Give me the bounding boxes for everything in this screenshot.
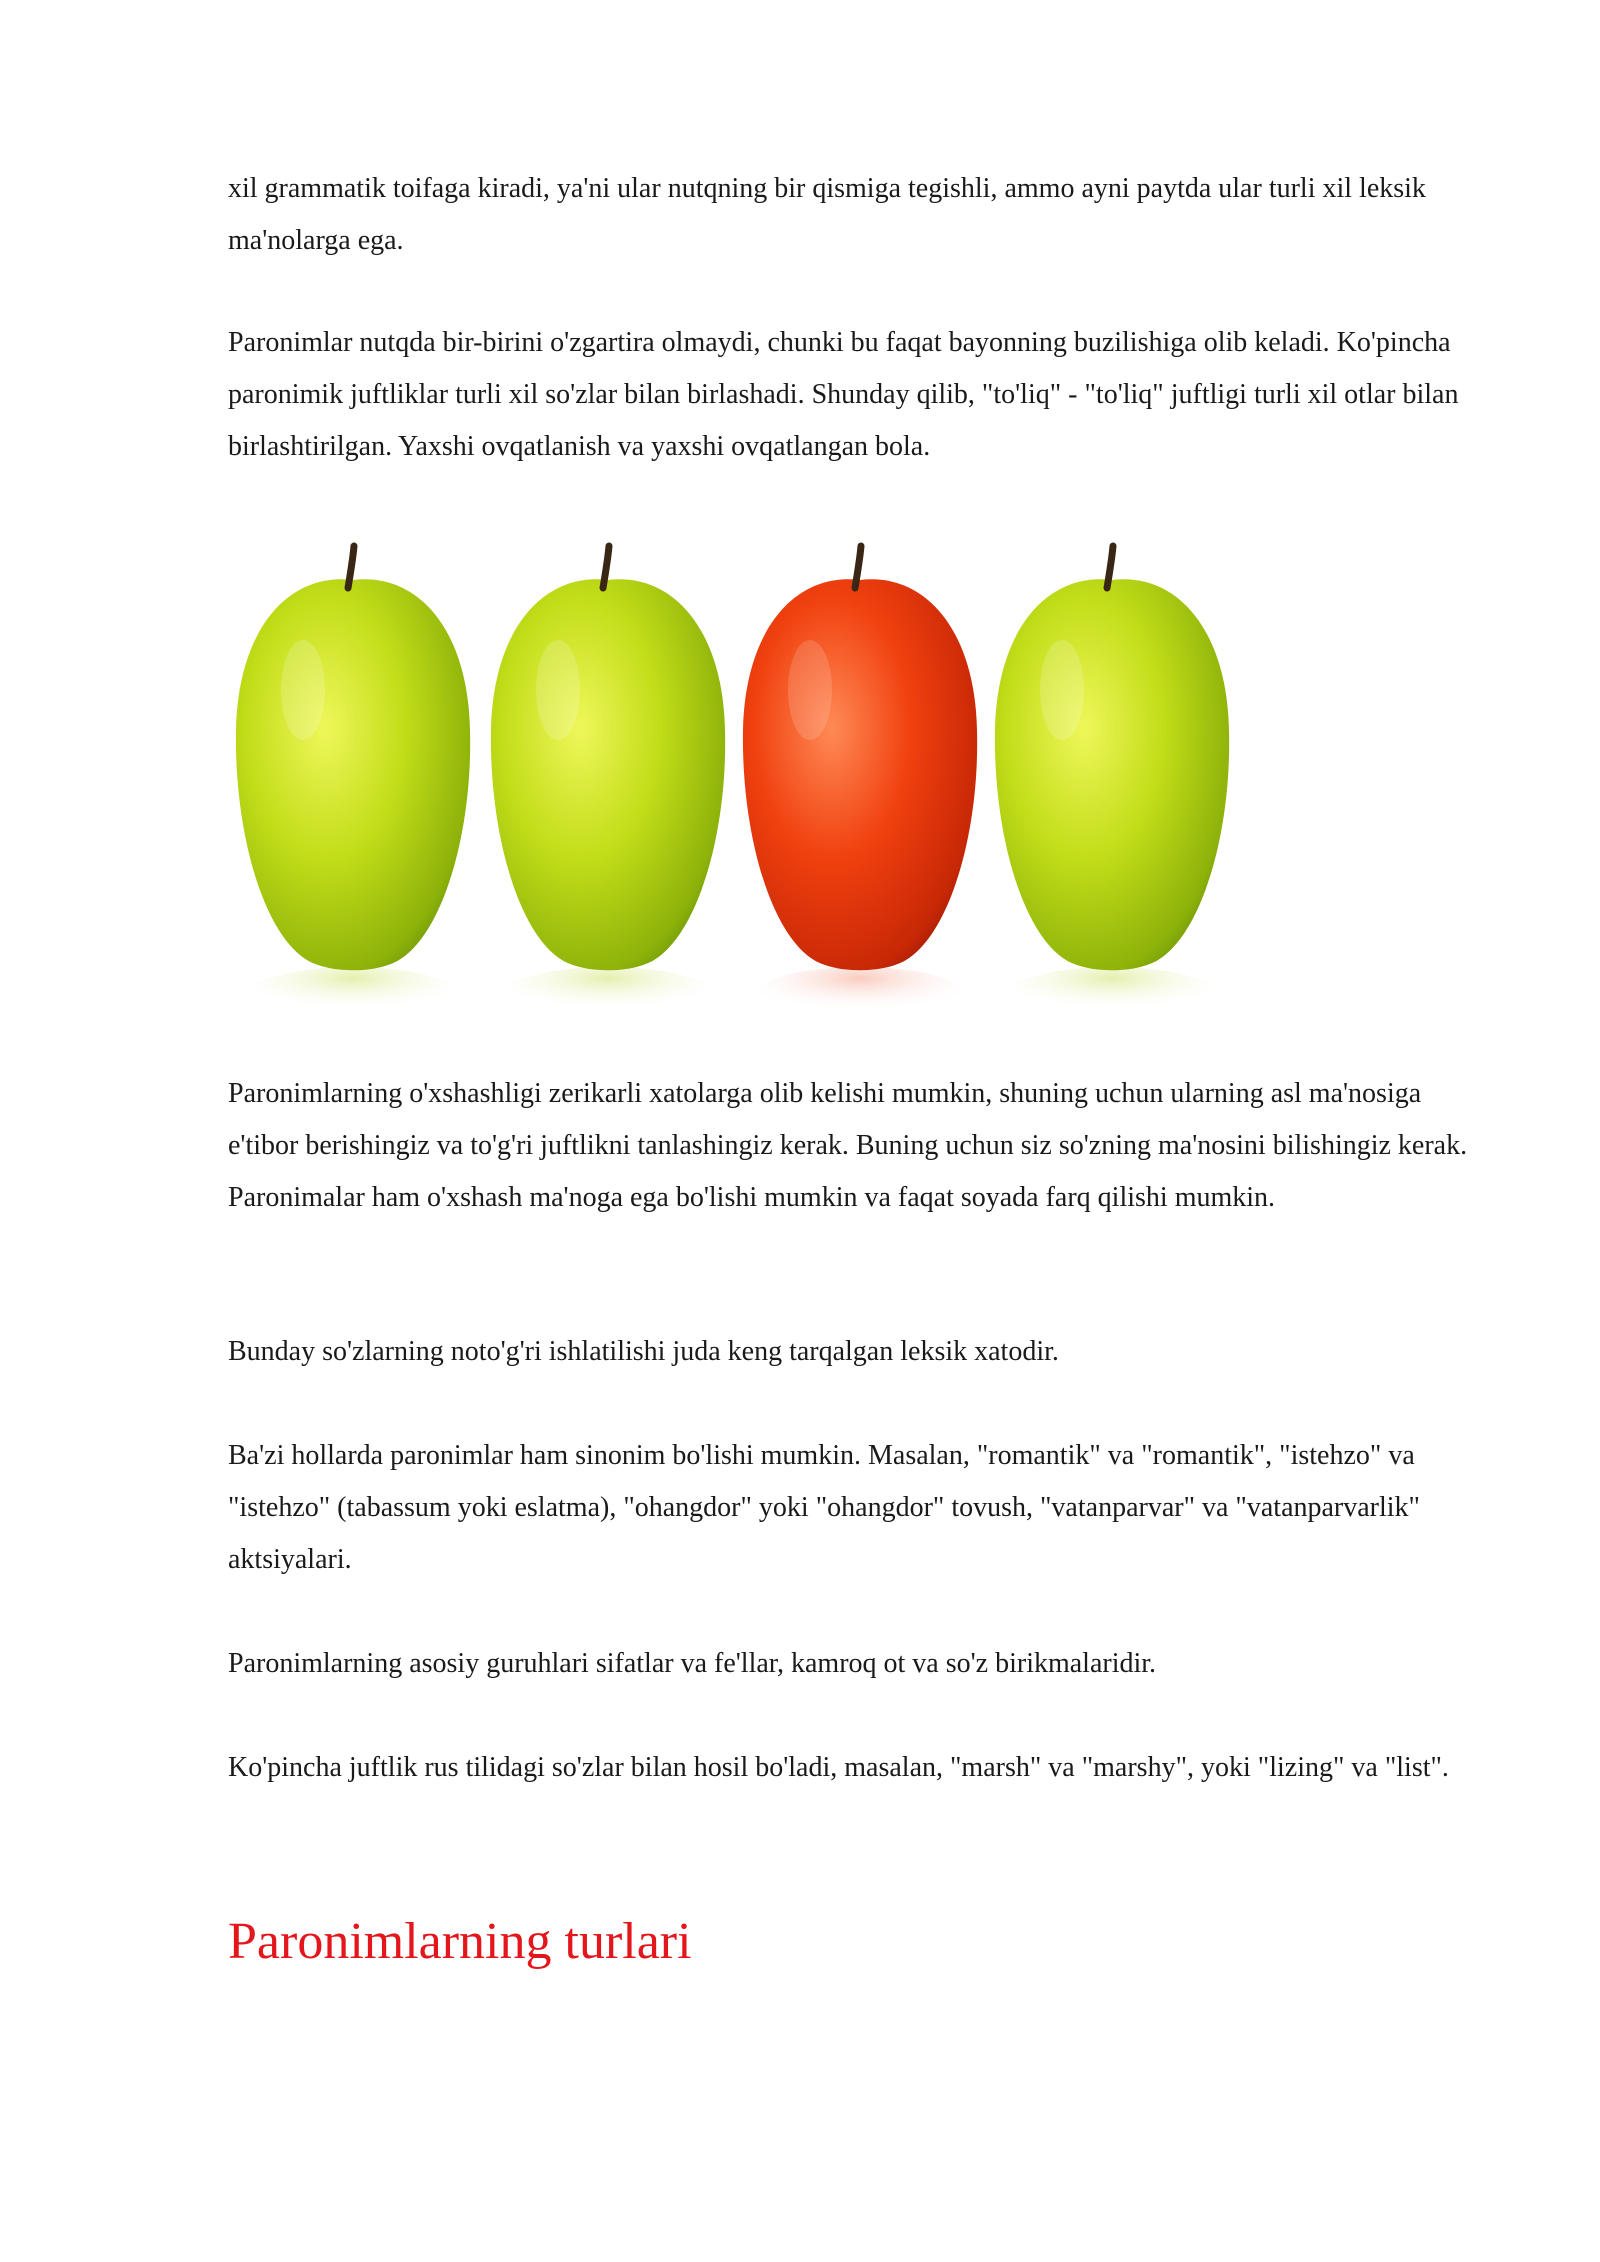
section-heading: Paronimlarning turlari bbox=[228, 1913, 692, 1970]
paragraph-3: Paronimlarning o'xshashligi zerikarli xatolarga olib kelishi mumkin, shuning uchun ularning asl ma'nosiga e'tibor berishingiz va to'g'ri juftlikni tanlashingiz kerak. Buning uchun siz so'zning ma'nosini bilishingiz kerak. Paronimalar ham o'xshash ma'noga ega bo'lishi mumkin va faqat soyada farq qilishi mumkin. bbox=[228, 1078, 1468, 1213]
paragraph-1: xil grammatik toifaga kiradi, ya'ni ular nutqning bir qismiga tegishli, ammo ayni paytda ular turli xil leksik ma'nolarga ega. bbox=[228, 173, 1426, 256]
paragraph-7: Ko'pincha juftlik rus tilidagi so'zlar bilan hosil bo'ladi, masalan, "marsh" va "marshy", yoki "lizing" va "list". bbox=[228, 1752, 1449, 1783]
red-apple bbox=[743, 546, 977, 1020]
paragraph-6: Paronimlarning asosiy guruhlari sifatlar va fe'llar, kamroq ot va so'z birikmalaridir. bbox=[228, 1648, 1157, 1679]
paragraph-2: Paronimlar nutqda bir-birini o'zgartira olmaydi, chunki bu faqat bayonning buzilishiga olib keladi. Ko'pincha paronimik juftliklar turli xil so'zlar bilan birlashadi. Shunday qilib, "to'liq" - "to'liq" juftligi turli xil otlar bilan birlashtirilgan. Yaxshi ovqatlanish va yaxshi ovqatlangan bola. bbox=[228, 327, 1459, 462]
green-apple-3 bbox=[995, 546, 1229, 1020]
paragraph-4: Bunday so'zlarning noto'g'ri ishlatilishi juda keng tarqalgan leksik xatodir. bbox=[228, 1336, 1059, 1367]
green-apple-1 bbox=[236, 546, 470, 1020]
apples-image bbox=[228, 540, 1248, 1020]
green-apple-2 bbox=[491, 546, 725, 1020]
paragraph-5: Ba'zi hollarda paronimlar ham sinonim bo'lishi mumkin. Masalan, "romantik" va "romantik", "istehzo" va "istehzo" (tabassum yoki eslatma), "ohangdor" yoki "ohangdor" tovush, "vatanparvar" va "vatanparvarlik" aktsiyalari. bbox=[228, 1440, 1420, 1575]
